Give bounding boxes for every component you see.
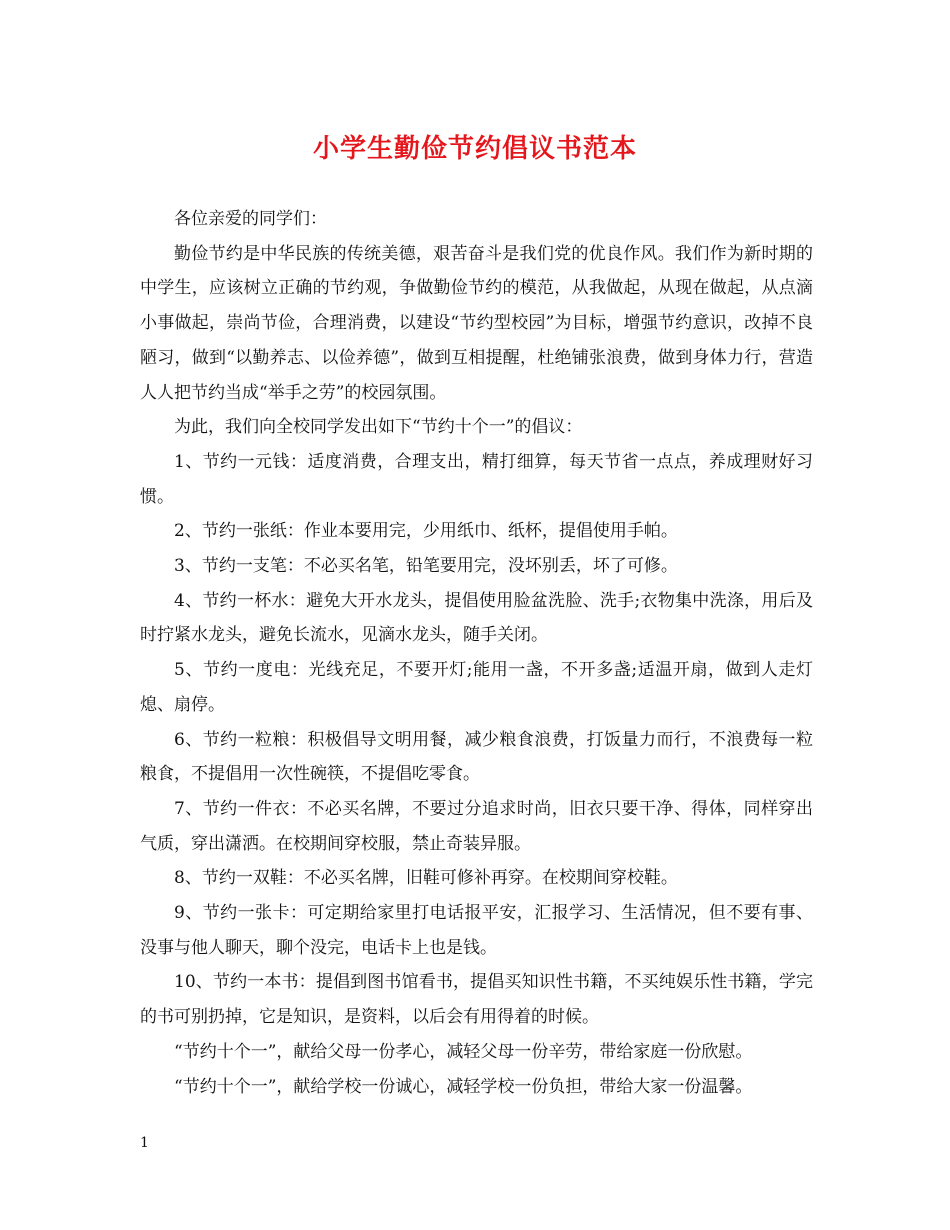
paragraph-item-2: 2、节约一张纸：作业本要用完，少用纸巾、纸杯，提倡使用手帕。	[174, 521, 678, 542]
page-number: 1	[140, 1135, 149, 1151]
paragraph-item-1: 1、节约一元钱：适度消费，合理支出，精打细算，每天节省一点点，养成理财好习惯。	[140, 451, 813, 507]
paragraph-item-3: 3、节约一支笔：不必买名笔，铅笔要用完，没坏别丢，坏了可修。	[174, 556, 678, 577]
paragraph-greeting: 各位亲爱的同学们：	[174, 209, 327, 229]
paragraph-item-10: 10、节约一本书：提倡到图书馆看书，提倡买知识性书籍，不买纯娱乐性书籍，学完的书可别扔掉，它是知识，是资料，以后会有用得着的时候。	[140, 972, 813, 1028]
document-body	[140, 202, 813, 1104]
paragraph-item-7: 7、节约一件衣：不必买名牌，不要过分追求时尚，旧衣只要干净、得体，同样穿出气质，穿出潇洒。在校期间穿校服，禁止奇装异服。	[140, 798, 813, 854]
paragraph-closing-2: “节约十个一”，献给学校一份诚心，减轻学校一份负担，带给大家一份温馨。	[174, 1076, 753, 1097]
paragraph-item-6: 6、节约一粒粮：积极倡导文明用餐，减少粮食浪费，打饭量力而行，不浪费每一粒粮食，不提倡用一次性碗筷，不提倡吃零食。	[140, 729, 813, 785]
paragraph-intro: 勤俭节约是中华民族的传统美德，艰苦奋斗是我们党的优良作风。我们作为新时期的中学生，应该树立正确的节约观，争做勤俭节约的模范，从我做起，从现在做起，从点滴小事做起，崇尚节俭，合理消费，以建设“节约型校园”为目标，增强节约意识，改掉不良陋习，做到“以勤养志、以俭养德”，做到互相提醒，杜绝铺张浪费，做到身体力行，营造人人把节约当成“举手之劳”的校园氛围。	[140, 243, 813, 403]
paragraph-item-4: 4、节约一杯水：避免大开水龙头，提倡使用脸盆洗脸、洗手;衣物集中洗涤，用后及时拧紧水龙头，避免长流水，见滴水龙头，随手关闭。	[140, 590, 813, 646]
paragraph-item-8: 8、节约一双鞋：不必买名牌，旧鞋可修补再穿。在校期间穿校鞋。	[174, 868, 678, 889]
paragraph-closing-1: “节约十个一”，献给父母一份孝心，减轻父母一份辛劳，带给家庭一份欣慰。	[174, 1041, 753, 1062]
paragraph-proposal-lead: 为此，我们向全校同学发出如下“节约十个一”的倡议：	[174, 417, 583, 438]
paragraph-item-5: 5、节约一度电：光线充足，不要开灯;能用一盏，不开多盏;适温开扇，做到人走灯熄、扇停。	[140, 660, 813, 715]
document-title: 小学生勤俭节约倡议书范本	[312, 134, 637, 164]
paragraph-item-9: 9、节约一张卡：可定期给家里打电话报平安，汇报学习、生活情况，但不要有事、没事与他人聊天，聊个没完，电话卡上也是钱。	[140, 903, 813, 958]
